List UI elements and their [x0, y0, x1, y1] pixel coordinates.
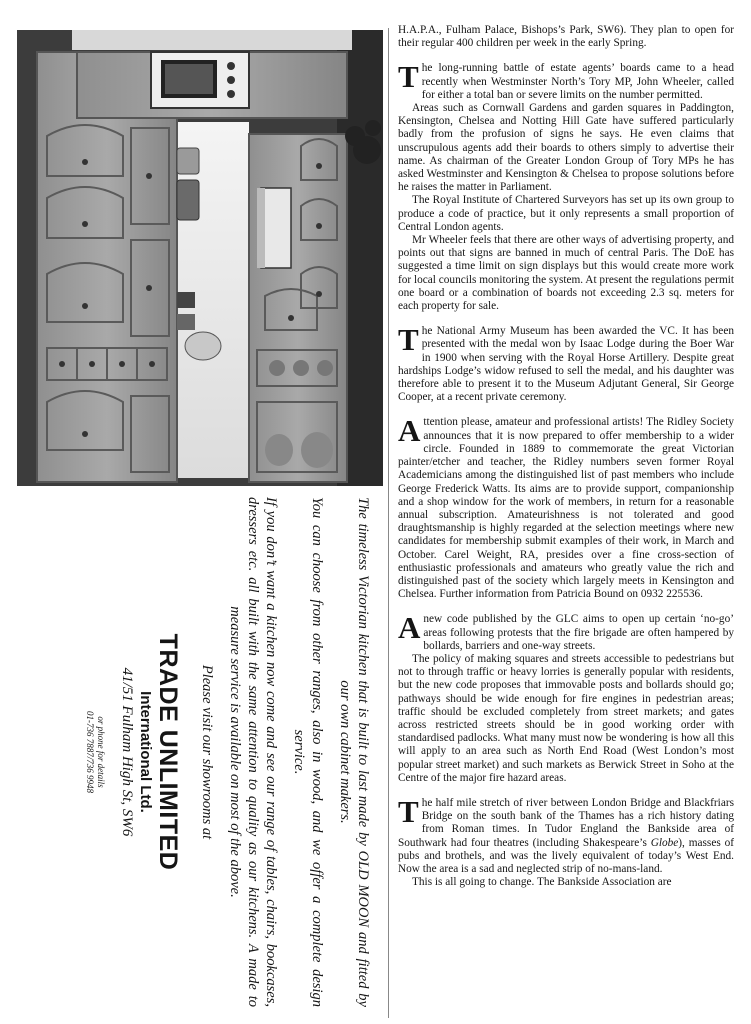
advert-body-3: If you don’t want a kitchen now come and see our range of tables, chairs, bookcases, dressers etc. all built with the same attention to quality as our kitchens. A made to measure service is available on most of the above.: [227, 497, 279, 1007]
glc-paragraph-2: The policy of making squares and streets accessible to pedestrians but not to through traffic or heavy lorries is generally popular with residents, but the new code proposes that immovable posts and bollards should go; pathways should be wide enough for fire engines in pedestrian areas; traffic should be excluded completely from street markets; and gates across restricted streets should be in good working order with standardised padlocks. What many must now be wondering is how all this will apply to an area such as North End Road (West London’s most popular street market) and such markets as Berwick Street in Soho at the Centre of the major fire hazard areas.: [398, 652, 734, 784]
story-army-museum: [398, 322, 734, 404]
drop-cap: A: [398, 610, 421, 646]
boards-paragraph-4: Mr Wheeler feels that there are other ways of advertising property, and points out that signs are banned in much of central Paris. The DoE has suggested a time limit on sign displays but this would create more work for local councils monitoring the system. At present the regulations permit one board or a combination of boards not exceeding 2.3 sq. meters for each property for sale.: [398, 234, 735, 313]
advert-phone-note: or phone for details: [96, 716, 106, 788]
advert-body-1: The timeless Victorian kitchen that is built to last made by OLD MOON and fitted by our own cabinet makers.: [337, 497, 371, 1007]
story-ridley-society: [398, 413, 734, 601]
advert-brand-sub: International Ltd.: [137, 691, 154, 813]
story-estate-boards: [398, 59, 735, 313]
advert-body-2: You can choose from other ranges, also in wood, and we offer a complete design service.: [291, 497, 325, 1007]
story-bankside: [398, 793, 734, 889]
advert-phone-numbers: 01-736 7887/736 9948: [85, 711, 95, 793]
bankside-paragraph-2: This is all going to change. The Bankside Association are: [412, 876, 672, 889]
boards-paragraph-3: The Royal Institute of Chartered Surveyors has set up its own group to produce a code of practice, but it only represents a small proportion of Central London agents.: [398, 194, 734, 233]
army-paragraph-1: he National Army Museum has been awarded the VC. It has been presented with the medal won by Isaac Lodge during the Boer War in 1900 when serving with the Royal Horse Artillery. Despite great hardships Lodge’s widow refused to sell the medal, and his daughter was therefore able to present it to the Museum Adjutant General, Sir George Cooper, at a recent private ceremony.: [398, 325, 734, 404]
boards-paragraph-2: Areas such as Cornwall Gardens and garden squares in Paddington, Kensington, Chelsea and Notting Hill Gate have suffered particularly badly from the profusion of signs he says. He even claims that unscrupulous agents add their boards to others simply to advertise their name. As chairman of the Greater London Group of Tory MPs he has asked Westminster and Kensington & Chelsea to propose solutions before he raises the matter in Parliament.: [398, 102, 734, 194]
intro-paragraph: H.A.P.A., Fulham Palace, Bishops’s Park, SW6). They plan to open for their regular 400 children per week in the early Spring.: [398, 24, 734, 50]
drop-cap: T: [398, 322, 419, 358]
bankside-paragraph-1a: he half mile stretch of river between London Bridge and Blackfriars Bridge on the south bank of the Thames has a rich history dating from Roman times. In Tudor England the Bankside area of Southwark had four theatres (including Shakespeare’s: [398, 796, 734, 849]
bankside-paragraph-1b: ), masses of pubs and brothels, and was the lively equivalent of today’s West End. Now the area is a sad and neglected strip of no-mans-land.: [398, 836, 734, 875]
news-column: [398, 24, 734, 889]
boards-paragraph-1: he long-running battle of estate agents’ boards came to a head recently when Westminster North’s Tory MP, John Wheeler, called for either a total ban or severe limits on the number permitted.: [421, 62, 734, 101]
drop-cap: T: [398, 59, 419, 95]
globe-title: Globe: [650, 836, 679, 849]
advert-visit: Please visit our showrooms at: [199, 664, 215, 840]
advert-copy: [36, 497, 372, 1007]
kitchen-photo: [17, 30, 383, 486]
advert-address: 41/51 Fulham High St, SW6: [119, 667, 135, 837]
glc-paragraph-1: new code published by the GLC aims to open up certain ‘no-go’ areas following protests that the fire brigade are often hampered by bollards, barriers and one-way streets.: [423, 613, 734, 652]
ridley-paragraph-1: ttention please, amateur and professional artists! The Ridley Society announces that it is now prepared to offer membership to a wider circle. Founded in 1889 to commemorate the great Victorian painter/etcher and teacher, the Ridley numbers seven former Royal Academicians among the distinguished list of past members who include George Frederick Watts. Its aims are to provide support, companionship and a shop window for the work of members, in return for a reasonable annual subscription. Amateurishness is not tolerated and good draughtsmanship is highly regarded at the selection meetings where new candidates for membership submit examples of their work, in March and October. Carel Weight, RA, presides over a fine cross-section of enthusiastic professionals and amateurs who greatly value the rich and distinguished past of the society which largely meets in Kensington and Chelsea. Further information from Patricia Bound on 0932 225536.: [398, 416, 734, 601]
drop-cap: T: [398, 793, 419, 829]
column-divider: [388, 28, 389, 1018]
story-glc-code: [398, 610, 734, 785]
drop-cap: A: [398, 413, 421, 449]
advert-brand: TRADE UNLIMITED: [154, 633, 182, 871]
